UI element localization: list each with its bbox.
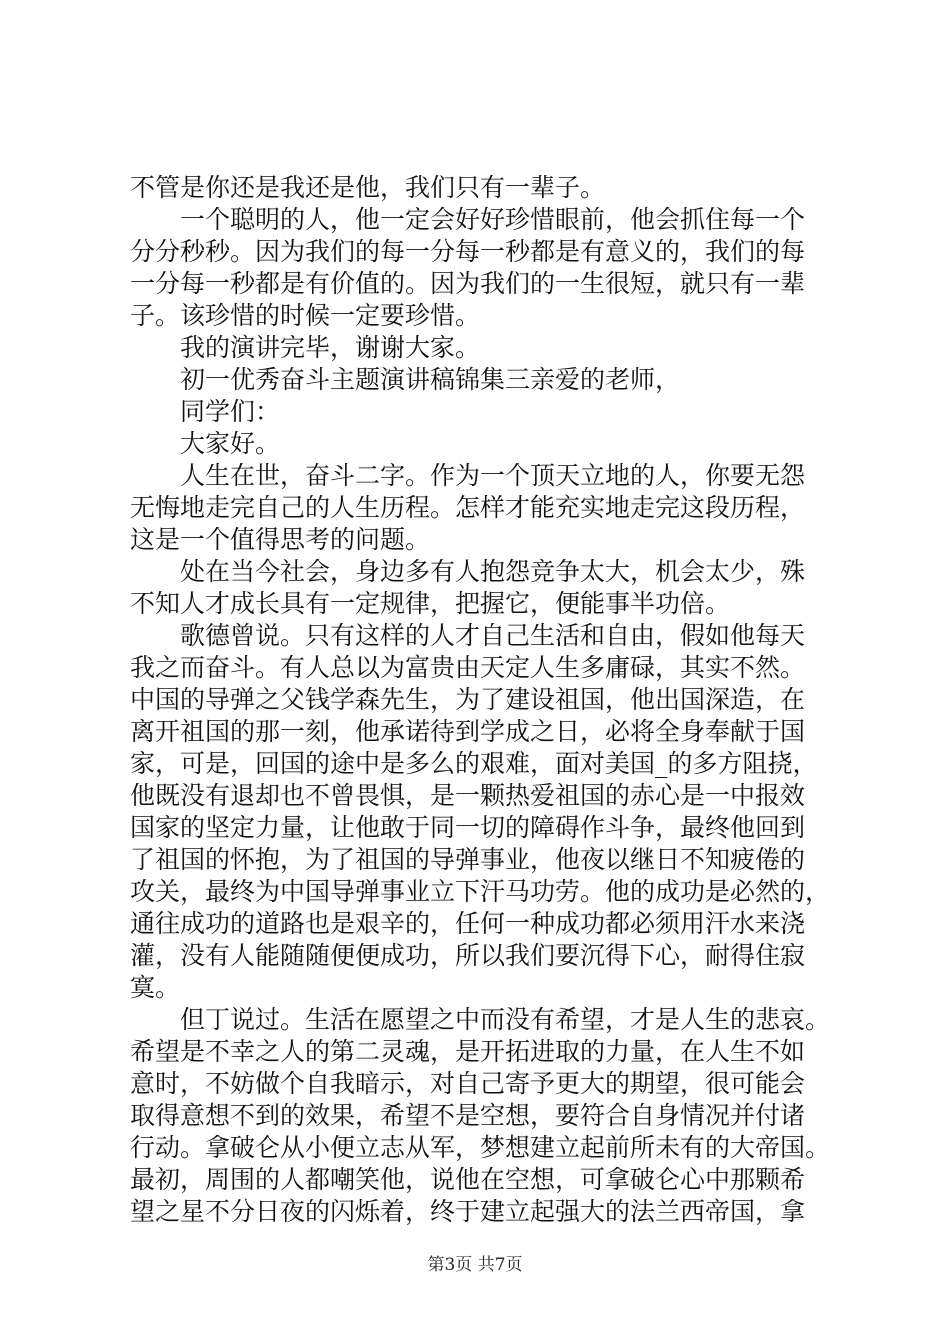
text-line: 通往成功的道路也是艰辛的，任何一种成功都必须用汗水来浇: [130, 909, 806, 938]
text-line: 他既没有退却也不曾畏惧，是一颗热爱祖国的赤心是一中报效: [130, 781, 806, 810]
text-line: 意时，不妨做个自我暗示，对自己寄予更大的期望，很可能会: [130, 1069, 806, 1098]
body-text: [130, 172, 830, 1228]
text-line: 一分每一秒都是有价值的。因为我们的一生很短，就只有一辈: [130, 269, 806, 298]
text-line: 最初，周围的人都嘲笑他，说他在空想，可拿破仑心中那颗希: [130, 1165, 806, 1194]
text-line: 中国的导弹之父钱学森先生，为了建设祖国，他出国深造，在: [130, 685, 806, 714]
text-line: 这是一个值得思考的问题。: [130, 525, 431, 554]
text-line: 人生在世，奋斗二字。作为一个顶天立地的人，你要无怨: [180, 461, 806, 490]
text-line: 了祖国的怀抱，为了祖国的导弹事业，他夜以继日不知疲倦的: [130, 845, 806, 874]
text-line: 离开祖国的那一刻，他承诺待到学成之日，必将全身奉献于国: [130, 717, 806, 746]
text-line: 不知人才成长具有一定规律，把握它，便能事半功倍。: [130, 589, 731, 618]
text-line: 不管是你还是我还是他，我们只有一辈子。: [130, 173, 606, 202]
text-line: 取得意想不到的效果，希望不是空想，要符合自身情况并付诸: [130, 1101, 806, 1130]
text-line: 我之而奋斗。有人总以为富贵由天定人生多庸碌，其实不然。: [130, 653, 806, 682]
text-line: 同学们：: [180, 397, 281, 426]
text-line: 国家的坚定力量，让他敢于同一切的障碍作斗争，最终他回到: [130, 813, 806, 842]
text-line: 希望是不幸之人的第二灵魂，是开拓进取的力量，在人生不如: [130, 1037, 806, 1066]
text-line: 大家好。: [180, 429, 281, 458]
text-line: 但丁说过。生活在愿望之中而没有希望，才是人生的悲哀。: [180, 1005, 831, 1034]
text-line: 一个聪明的人，他一定会好好珍惜眼前，他会抓住每一个: [180, 205, 806, 234]
text-line: 分分秒秒。因为我们的每一分每一秒都是有意义的，我们的每: [130, 237, 806, 266]
text-line: 攻关，最终为中国导弹事业立下汗马功劳。他的成功是必然的，: [130, 877, 831, 906]
text-line: 无悔地走完自己的人生历程。怎样才能充实地走完这段历程，: [130, 493, 806, 522]
page-footer: 第3页 共7页: [427, 1255, 523, 1275]
text-line: 家，可是，回国的途中是多么的艰难，面对美国_的多方阻挠，: [130, 749, 818, 778]
text-line: 处在当今社会，身边多有人抱怨竞争太大，机会太少，殊: [180, 557, 806, 586]
text-line: 我的演讲完毕，谢谢大家。: [180, 333, 481, 362]
text-line: 行动。拿破仑从小便立志从军，梦想建立起前所未有的大帝国。: [130, 1133, 831, 1162]
text-line: 灌，没有人能随随便便成功，所以我们要沉得下心，耐得住寂: [130, 941, 806, 970]
text-line: 歌德曾说。只有这样的人才自己生活和自由，假如他每天: [180, 621, 806, 650]
text-line: 子。该珍惜的时候一定要珍惜。: [130, 301, 481, 330]
text-line: 初一优秀奋斗主题演讲稿锦集三亲爱的老师，: [180, 365, 681, 394]
text-line: 寞。: [130, 973, 181, 1002]
text-line: 望之星不分日夜的闪烁着，终于建立起强大的法兰西帝国，拿: [130, 1197, 806, 1226]
